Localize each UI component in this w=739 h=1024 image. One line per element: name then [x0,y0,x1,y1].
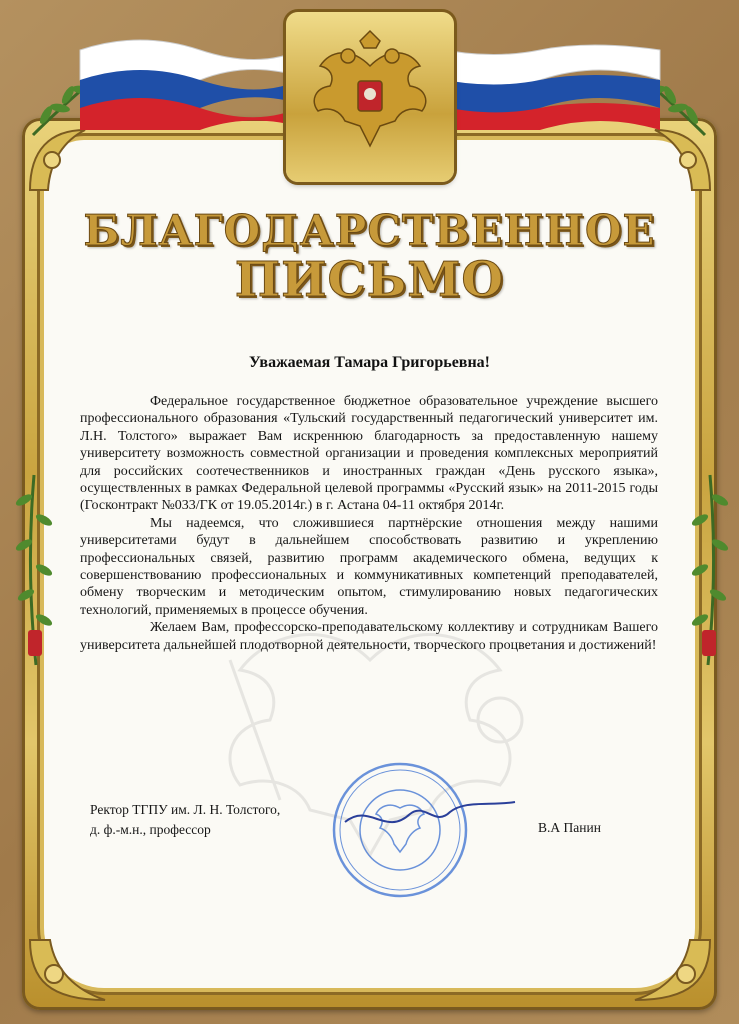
corner-ornament-icon [630,930,720,1010]
signatory-position-line-1: Ректор ТГПУ им. Л. Н. Толстого, [90,802,281,817]
paragraph: Мы надеемся, что сложившиеся партнёрские отношения между нашими университетами будут в дальнейшем способствовать развитию и укреплению профессиональных связей, развитию программ академического обмена, ведущих к совершенствованию профессиональных и коммуникативных компетенций преподавателей, обмену творческим и методическим опытом, стимулированию новых педагогических технологий, применяемых в процессе обучения. [80,515,658,618]
signatory-position [90,800,280,840]
laurel-branch-icon [14,470,54,670]
double-headed-eagle-icon [300,26,440,166]
russian-flag-icon [430,30,670,130]
title-line-1: БЛАГОДАРСТВЕННОЕ [83,206,656,255]
signatory-position-line-2: д. ф.-м.н., профессор [90,822,211,837]
corner-ornament-icon [20,930,110,1010]
letter-body [80,393,658,654]
signature-scribble [340,792,520,842]
paragraph: Желаем Вам, профессорско-преподавательскому коллективу и сотрудникам Вашего университета дальнейшей плодотворной деятельности, творческого процветания и достижений! [80,620,658,653]
greeting: Уважаемая Тамара Григорьевна! [249,354,490,371]
title-line-2: ПИСЬМО [234,252,505,308]
russian-flag-icon [70,30,310,130]
paragraph: Федеральное государственное бюджетное образовательное учреждение высшего профессионального образования «Тульский государственный педагогический университет им. Л.Н. Толстого» выражает Вам искреннюю благодарность за предоставленную нашему университету возможность совместной организации и проведения комплексных мероприятий для российских соотечественников и иностранных граждан «День русского языка», осуществленных в рамках Федеральной целевой программы «Русский язык» на 2011-2015 годы (Госконтракт №033/ГК от 19.05.2014г.) в г. Астана 04-11 октября 2014г. [80,394,658,514]
laurel-branch-icon [690,470,730,670]
signatory-name: В.А Панин [538,820,601,835]
